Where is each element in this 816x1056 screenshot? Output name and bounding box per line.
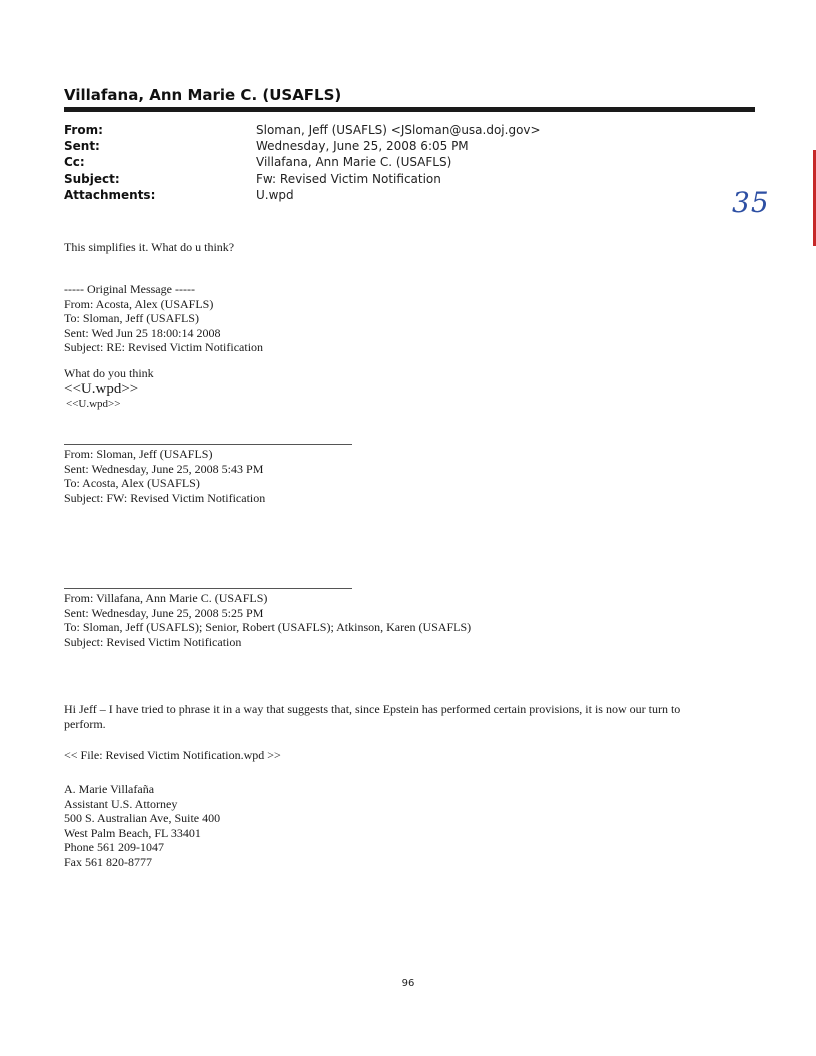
forward-separator <box>64 444 352 445</box>
forward-block-1 <box>64 447 265 505</box>
forward-line: To: Sloman, Jeff (USAFLS); Senior, Robert (USAFLS); Atkinson, Karen (USAFLS) <box>64 620 472 634</box>
signature-line: 500 S. Australian Ave, Suite 400 <box>64 811 221 825</box>
forward-line: To: Acosta, Alex (USAFLS) <box>64 476 200 490</box>
header-row-sent <box>64 138 684 154</box>
forward-line: Sent: Wednesday, June 25, 2008 5:43 PM <box>64 461 264 476</box>
intro-text <box>64 240 234 255</box>
header-label: Subject: <box>64 171 120 186</box>
attachment-reference: <<U.wpd>> <box>64 380 139 397</box>
original-message-block <box>64 282 263 355</box>
attachment-reference: <<U.wpd>> <box>66 397 121 410</box>
header-label: Sent: <box>64 139 100 154</box>
header-value: Fw: Revised Victim Notification <box>256 171 441 186</box>
header-row-subject <box>64 171 684 187</box>
header-value: U.wpd <box>256 187 294 202</box>
forward-line: Subject: FW: Revised Victim Notification <box>64 490 266 505</box>
file-reference: << File: Revised Victim Notification.wpd >> <box>64 748 281 762</box>
forward-line: From: Villafana, Ann Marie C. (USAFLS) <box>64 591 268 605</box>
header-value: Wednesday, June 25, 2008 6:05 PM <box>256 139 469 154</box>
signature-line: Assistant U.S. Attorney <box>64 796 178 811</box>
header-label: From: <box>64 123 103 137</box>
message-body: Hi Jeff – I have tried to phrase it in a way that suggests that, since Epstein has performed certain provisions, it is now our turn to perform. <box>64 702 681 731</box>
signature-line: West Palm Beach, FL 33401 <box>64 825 201 840</box>
forward-separator <box>64 588 352 589</box>
forward-line: From: Sloman, Jeff (USAFLS) <box>64 447 213 461</box>
signature-line: Phone 561 209-1047 <box>64 840 164 854</box>
email-header <box>64 122 684 203</box>
original-message-marker: ----- Original Message ----- <box>64 282 195 296</box>
intro-line: This simplifies it. What do u think? <box>64 240 235 254</box>
reply-block <box>64 366 154 411</box>
original-message-line: From: Acosta, Alex (USAFLS) <box>64 296 214 311</box>
header-divider <box>64 107 755 112</box>
header-label: Cc: <box>64 155 85 170</box>
header-value: Villafana, Ann Marie C. (USAFLS) <box>256 155 452 170</box>
original-message-line: Subject: RE: Revised Victim Notification <box>64 340 264 354</box>
header-row-attachments <box>64 187 684 203</box>
signature-line: A. Marie Villafaña <box>64 782 155 796</box>
header-row-from <box>64 122 684 138</box>
original-message-line: Sent: Wed Jun 25 18:00:14 2008 <box>64 325 221 340</box>
signature-line: Fax 561 820-8777 <box>64 854 152 869</box>
forward-block-2 <box>64 591 471 649</box>
forward-line: Subject: Revised Victim Notification <box>64 634 242 649</box>
header-row-cc <box>64 154 684 170</box>
mailbox-owner-heading: Villafana, Ann Marie C. (USAFLS) <box>64 86 342 104</box>
signature-block <box>64 782 220 869</box>
reply-text: What do you think <box>64 366 154 380</box>
original-message-line: To: Sloman, Jeff (USAFLS) <box>64 311 199 325</box>
header-value: Sloman, Jeff (USAFLS) <JSloman@usa.doj.gov> <box>256 123 541 137</box>
handwritten-exhibit-number: 35 <box>732 186 770 219</box>
header-label: Attachments: <box>64 187 156 202</box>
file-reference-block <box>64 748 281 763</box>
page-number: 96 <box>401 978 415 989</box>
forward-line: Sent: Wednesday, June 25, 2008 5:25 PM <box>64 605 264 620</box>
